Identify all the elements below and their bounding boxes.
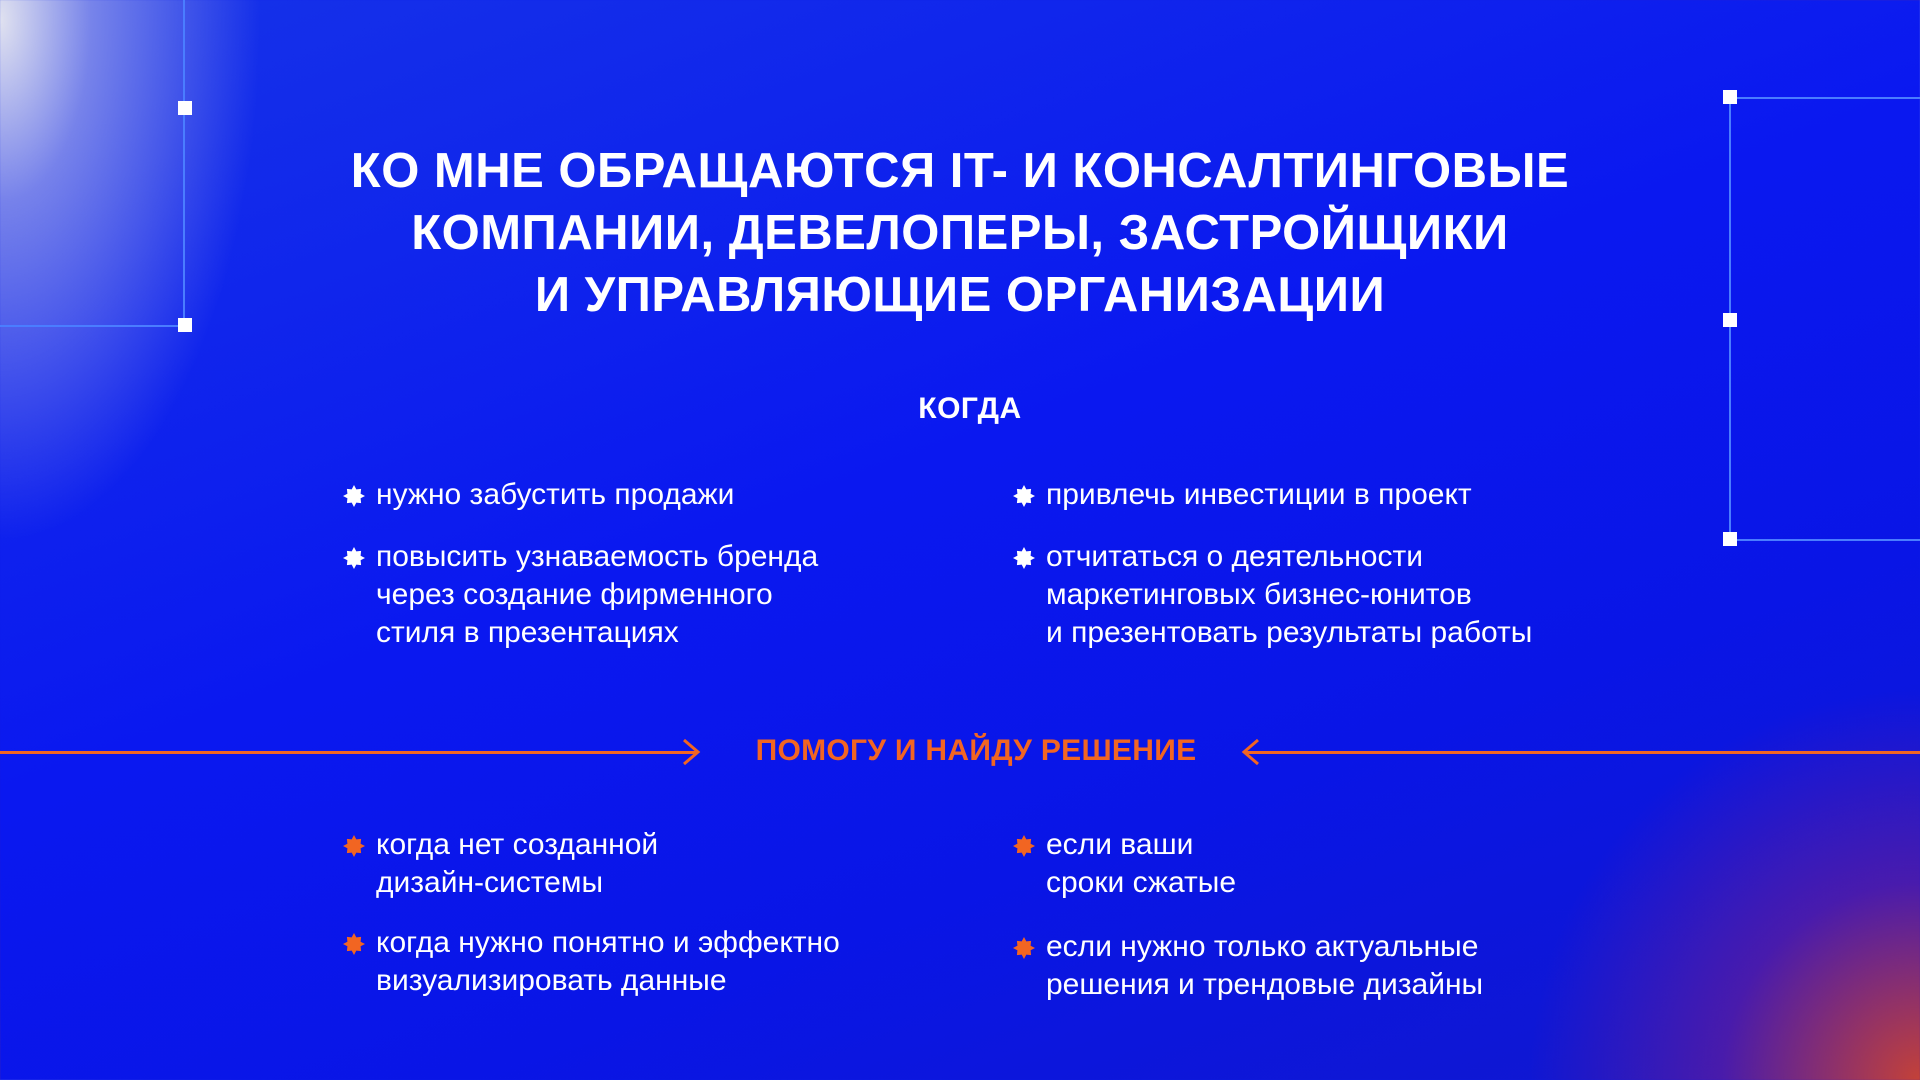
list-item-text: привлечь инвестиции в проект (1046, 478, 1472, 511)
list-item-text: повысить узнаваемость бренда через создание фирменного стиля в презентациях (376, 540, 819, 649)
starburst-bullet-icon (1012, 834, 1036, 858)
frame-handle-square (1723, 90, 1737, 104)
frame-right-top-line (1729, 97, 1920, 99)
starburst-bullet-icon (1012, 936, 1036, 960)
when-heading: КОГДА (918, 392, 1022, 425)
frame-handle-square (178, 101, 192, 115)
list-item-text: если нужно только актуальные решения и трендовые дизайны (1046, 930, 1484, 1001)
list-item-text: отчитаться о деятельности маркетинговых бизнес-юнитов и презентовать результаты работы (1046, 540, 1533, 649)
list-item (342, 826, 658, 902)
list-item (1012, 928, 1483, 1004)
list-item-text: нужно забустить продажи (376, 478, 735, 511)
list-item-text: когда нужно понятно и эффектно визуализировать данные (376, 926, 840, 997)
starburst-bullet-icon (1012, 546, 1036, 570)
list-item-text: если ваши сроки сжатые (1046, 828, 1237, 899)
title-line: И УПРАВЛЯЮЩИЕ ОРГАНИЗАЦИИ (534, 268, 1386, 322)
title-line: КО МНЕ ОБРАЩАЮТСЯ IT- И КОНСАЛТИНГОВЫЕ (350, 144, 1570, 198)
list-item (1012, 826, 1236, 902)
list-item (342, 538, 818, 652)
starburst-bullet-icon (342, 484, 366, 508)
divider-line-right (1246, 751, 1920, 754)
starburst-bullet-icon (1012, 484, 1036, 508)
starburst-bullet-icon (342, 834, 366, 858)
list-item (342, 476, 734, 514)
page-title (0, 140, 1920, 326)
list-item (1012, 538, 1532, 652)
frame-right-bottom-line (1729, 539, 1920, 541)
starburst-bullet-icon (342, 546, 366, 570)
list-item (1012, 476, 1472, 514)
starburst-bullet-icon (342, 932, 366, 956)
list-item (342, 924, 840, 1000)
title-line: КОМПАНИИ, ДЕВЕЛОПЕРЫ, ЗАСТРОЙЩИКИ (411, 206, 1509, 260)
frame-handle-square (1723, 532, 1737, 546)
list-item-text: когда нет созданной дизайн-системы (376, 828, 659, 899)
help-heading: ПОМОГУ И НАЙДУ РЕШЕНИЕ (755, 734, 1197, 767)
